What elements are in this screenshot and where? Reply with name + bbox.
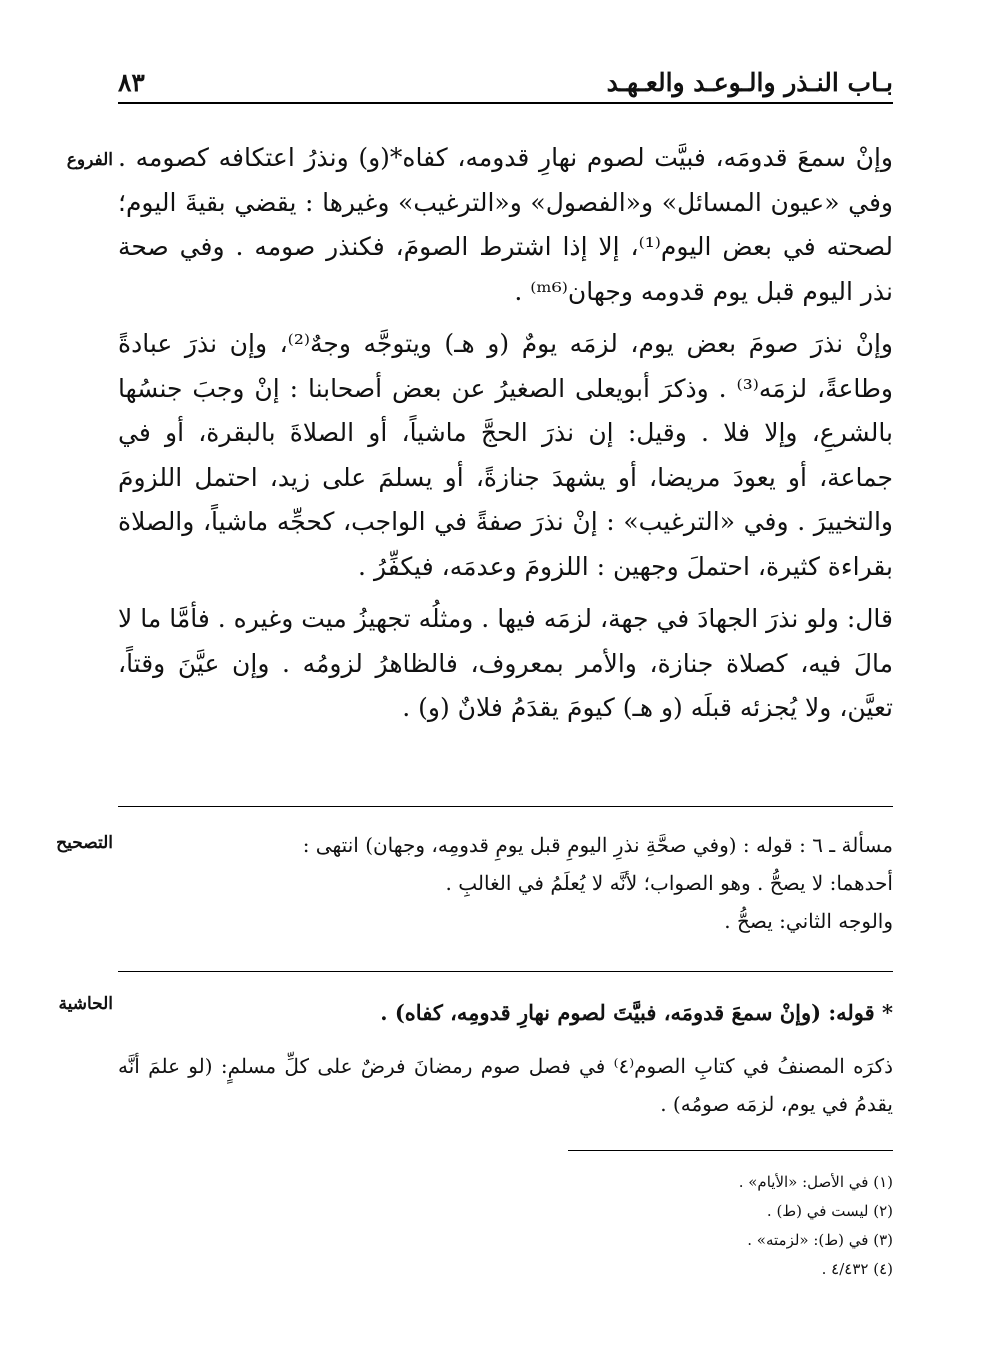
footnote-2: (٢) ليست في (ط) . [766, 1202, 893, 1220]
section-rule-2 [118, 971, 893, 972]
margin-label-tashih: التصحيح [56, 833, 113, 853]
main-paragraph-1: وإنْ سمعَ قدومَه، فبيَّت لصوم نهارِ قدومه، كفاه*(و) ونذرُ اعتكافه كصومه . وفي «عيون المسائل» و«الفصول» و«الترغيب» وغيرها : يقضي بقيةَ اليوم؛ لصحته في بعض اليوم⁽¹⁾، إلا إذا اشترط الصومَ، فكنذر صومه . وفي صحة نذر اليوم قبل يوم قدومه وجهان⁽ᵐ⁶⁾ . [118, 143, 894, 306]
footnote-3: (٣) في (ط): «لزمته» . [747, 1231, 893, 1249]
hashiya-lead: * قوله: (وإنْ سمعَ قدومَه، فبيَّتَ لصوم نهارِ قدومِه، كفاه) . [380, 1000, 893, 1025]
main-paragraph-3: قال: ولو نذرَ الجهادَ في جهة، لزمَه فيها . ومثلُه تجهيزُ ميت وغيره . فأمَّا ما لا مالَ فيه، كصلاة جنازة، والأمر بمعروف، فالظاهرُ لزومُه . وإن عيَّنَ وقتاً، تعيَّن، ولا يُجزئه قبلَه (و هـ) كيومَ يقدَمُ فلانٌ (و) . [118, 604, 893, 722]
section-rule-1 [118, 806, 893, 807]
page-header [118, 68, 893, 104]
hashiya-text [118, 994, 893, 1123]
hashiya-body: ذكرَه المصنفُ في كتابِ الصوم⁽٤⁾ في فصل صوم رمضانَ فرضٌ على كلِّ مسلمٍ: (لو علمَ أنَّه يقدمُ في يوم، لزمَه صومُه) . [118, 1054, 894, 1116]
chapter-title: بـاب النـذر والـوعـد والعـهـد [606, 68, 893, 97]
footnotes [393, 1168, 893, 1284]
main-text [118, 136, 893, 731]
tashih-paragraph-2: أحدهما: لا يصحُّ . وهو الصواب؛ لأنَّه لا يُعلَمُ في الغالبِ . [445, 871, 893, 895]
tashih-paragraph-3: والوجه الثاني: يصحُّ . [724, 909, 893, 933]
footnote-rule [568, 1150, 893, 1151]
margin-label-hashiya: الحاشية [58, 994, 113, 1014]
footnote-1: (١) في الأصل: «الأيام» . [738, 1173, 893, 1191]
page-number: ٨٣ [118, 68, 145, 97]
main-paragraph-2: وإنْ نذرَ صومَ بعض يوم، لزمَه يومٌ (و هـ) ويتوجَّه وجهٌ⁽²⁾، وإن نذرَ عبادةً وطاعةً، لزمَه⁽³⁾ . وذكرَ أبويعلى الصغيرُ عن بعض أصحابنا : إنْ وجبَ جنسُها بالشرعِ، وإلا فلا . وقيل: إن نذرَ الحجَّ ماشياً، أو الصلاةَ بالبقرة، أو في جماعة، أو يعودَ مريضا، أو يشهدَ جنازةً، أو يسلمَ على زيد، احتمل اللزومَ والتخييرَ . وفي «الترغيب» : إنْ نذرَ صفةً في الواجب، كحجِّه ماشياً، والصلاة بقراءة كثيرة، احتملَ وجهين : اللزومَ وعدمَه، فيكفِّرُ . [118, 329, 893, 581]
tashih-text [118, 826, 893, 940]
margin-label-furu: الفروع [66, 150, 113, 170]
footnote-4: (٤) ٤/٤٣٢ . [821, 1260, 893, 1278]
header-rule [118, 102, 893, 104]
tashih-paragraph-1: مسألة ـ ٦ : قوله : (وفي صحَّةِ نذرِ اليومِ قبل يومِ قدومِه، وجهان) انتهى : [302, 833, 893, 857]
